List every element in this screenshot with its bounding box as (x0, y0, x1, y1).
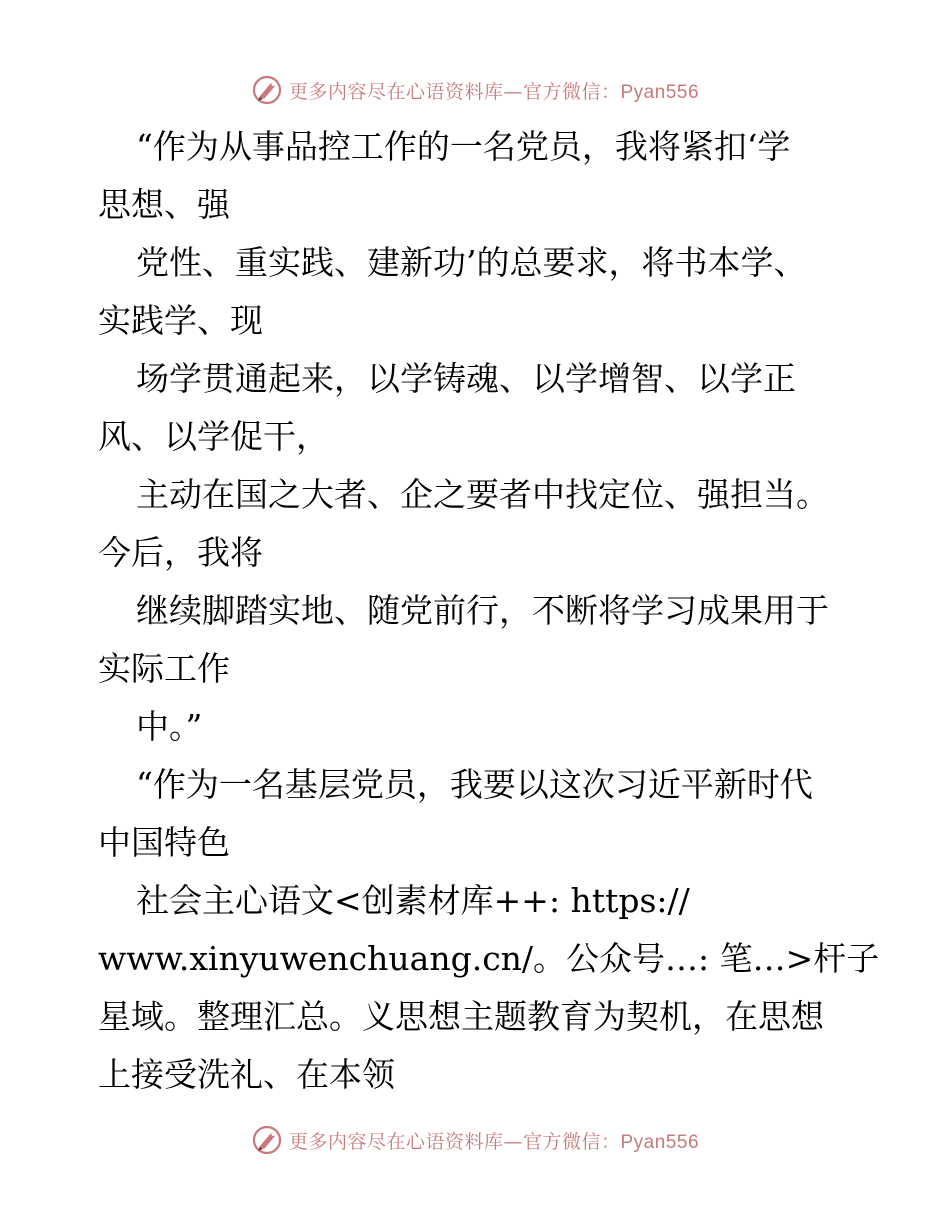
text-line: “作为一名基层党员，我要以这次习近平新时代 (136, 765, 813, 804)
text-line: 思想、强 (98, 185, 230, 224)
pen-logo-icon (251, 74, 283, 106)
text-line: 场学贯通起来，以学铸魂、以学增智、以学正 (136, 359, 796, 398)
text-line: 星域。整理汇总。义思想主题教育为契机，在思想 (98, 997, 824, 1036)
text-line-url: www.xinyuwenchuang.cn/。公众号…: 笔…>杆子 (98, 939, 880, 978)
header-watermark-banner (0, 70, 950, 110)
text-line: 主动在国之大者、企之要者中找定位、强担当。 (136, 475, 829, 514)
header-banner-text: 更多内容尽在心语资料库—官方微信：Pyan556 (288, 80, 700, 103)
text-line: 风、以学促干， (98, 417, 329, 456)
footer-watermark-banner (0, 1120, 950, 1160)
footer-banner-text: 更多内容尽在心语资料库—官方微信：Pyan556 (288, 1130, 700, 1153)
text-line: 社会主心语文<创素材库++: https:// (136, 881, 690, 920)
text-line: 党性、重实践、建新功’的总要求，将书本学、 (136, 243, 807, 282)
text-line: “作为从事品控工作的一名党员，我将紧扣‘学 (136, 127, 791, 166)
text-line: 实际工作 (98, 649, 230, 688)
text-line: 中国特色 (98, 823, 230, 862)
text-line: 中。” (136, 707, 203, 746)
footer-wechat-id: Pyan556 (620, 1131, 700, 1153)
text-line: 上接受洗礼、在本领 (98, 1055, 395, 1094)
header-wechat-id: Pyan556 (620, 81, 700, 103)
document-body (98, 118, 880, 1104)
text-line: 今后，我将 (98, 533, 263, 572)
pen-logo-icon (251, 1124, 283, 1156)
text-line: 实践学、现 (98, 301, 263, 340)
text-line: 继续脚踏实地、随党前行，不断将学习成果用于 (136, 591, 829, 630)
